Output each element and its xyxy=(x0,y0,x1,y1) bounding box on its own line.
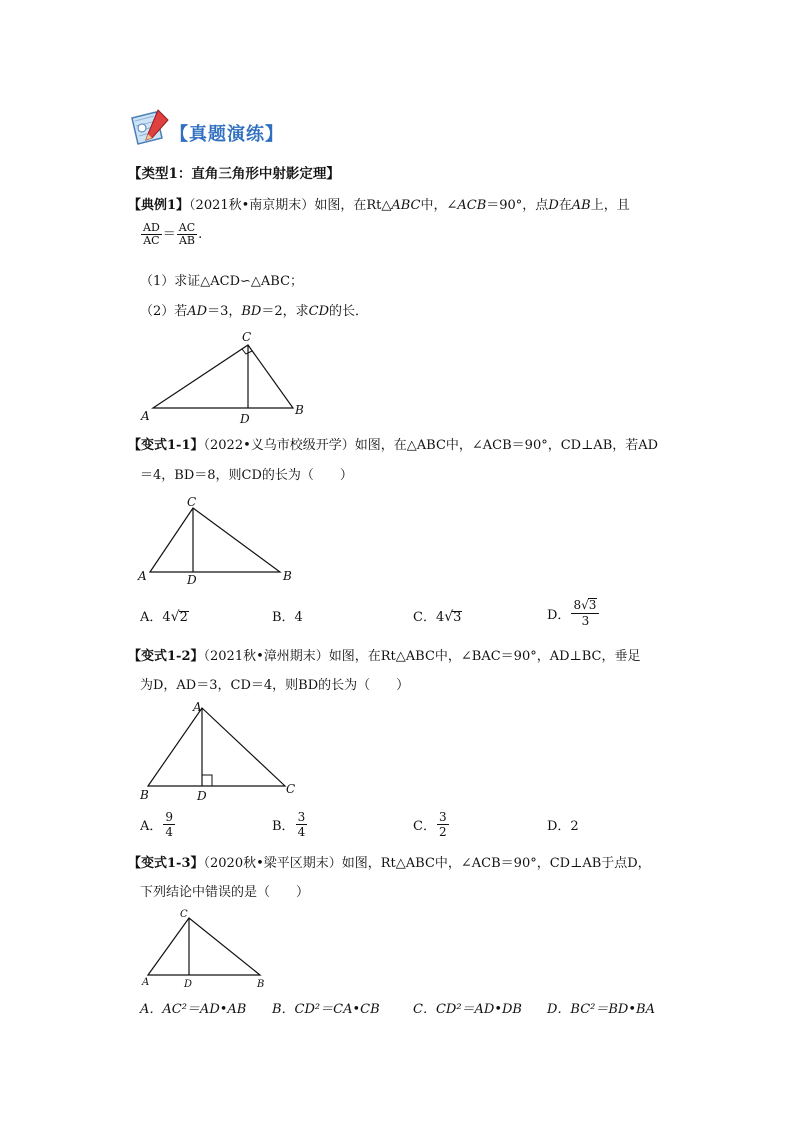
q2-cd: CD xyxy=(308,304,330,319)
example1-abc: ABC xyxy=(391,198,421,213)
v12-line1 xyxy=(128,648,641,666)
example1-question2 xyxy=(140,303,368,321)
v11-option-b[interactable]: B．4 xyxy=(272,610,303,625)
fraction-denominator: AB xyxy=(178,234,195,247)
v13-line1 xyxy=(128,855,651,873)
example1-source: （2021秋•南京期末） xyxy=(189,198,315,213)
label-d: D xyxy=(197,789,207,803)
example1-ratio xyxy=(140,222,202,247)
label-a: A xyxy=(141,409,150,423)
fraction-denominator: AC xyxy=(143,234,160,247)
v11-text: 如图，在△ABC中，∠ACB＝90°，CD⊥AB，若AD xyxy=(354,438,659,453)
fraction-numerator: 3 xyxy=(438,810,447,824)
v12-label: 【变式1-2】 xyxy=(128,649,204,664)
right-angle-mark xyxy=(242,349,252,354)
q2-text: 的长． xyxy=(329,304,369,319)
v12-source: （2021秋•漳州期末） xyxy=(203,649,329,664)
option-d-fraction xyxy=(571,598,599,629)
v11-line1 xyxy=(128,437,658,455)
label-b: B xyxy=(283,569,292,583)
q2-ad: AD xyxy=(187,304,208,319)
option-text: C． xyxy=(413,819,436,834)
radicand: 3 xyxy=(453,610,462,625)
v11-figure xyxy=(135,495,315,585)
section-heading: 【类型1：直角三角形中射影定理】 xyxy=(128,166,340,182)
fraction-denominator: 4 xyxy=(165,825,174,839)
fraction-denominator: 3 xyxy=(581,614,590,628)
example1-d: D xyxy=(548,198,559,213)
option-a-fraction xyxy=(163,810,175,839)
label-c: C xyxy=(180,909,188,920)
equals-sign: ＝ xyxy=(162,227,176,242)
fraction-denominator: 2 xyxy=(438,825,447,839)
coefficient: 8 xyxy=(573,598,582,612)
example1-question1: （1）求证△ACD∽△ABC； xyxy=(140,274,304,289)
q2-bd: BD xyxy=(241,304,262,319)
v13-text: 如图，Rt△ABC中，∠ACB＝90°，CD⊥AB于点D， xyxy=(341,856,651,871)
triangle-abc xyxy=(153,345,293,408)
radicand: 3 xyxy=(588,598,597,612)
label-c: C xyxy=(242,330,252,344)
v11-source: （2022•义乌市校级开学） xyxy=(203,438,355,453)
fraction-ac-ab xyxy=(177,222,197,247)
example1-figure xyxy=(135,328,335,428)
triangle-abc xyxy=(148,918,260,975)
fraction-numerator: AC xyxy=(178,221,196,234)
v13-option-c[interactable]: C．CD²＝AD•DB xyxy=(413,1002,522,1017)
option-text: A． xyxy=(140,819,163,834)
v13-figure xyxy=(140,905,280,990)
v11-option-c[interactable]: C．4√3 xyxy=(413,609,462,625)
label-d: D xyxy=(240,412,250,426)
example1-text: 在 xyxy=(558,198,572,213)
fraction-denominator: 4 xyxy=(297,825,306,839)
option-text: A．4 xyxy=(140,610,171,625)
label-b: B xyxy=(140,788,149,802)
v13-label: 【变式1-3】 xyxy=(128,856,204,871)
v13-option-b[interactable]: B．CD²＝CA•CB xyxy=(272,1002,380,1017)
label-c: C xyxy=(187,495,197,509)
v12-figure xyxy=(135,700,315,805)
option-text: B． xyxy=(272,819,295,834)
banner-title: 【真题演练】 xyxy=(170,124,284,145)
label-b: B xyxy=(257,979,265,990)
example1-line1 xyxy=(128,197,630,215)
v12-option-a[interactable] xyxy=(140,810,176,839)
v11-option-a[interactable]: A．4√2 xyxy=(140,609,188,625)
label-a: A xyxy=(142,977,150,988)
v11-option-d[interactable] xyxy=(547,598,600,629)
v12-option-c[interactable] xyxy=(413,810,450,839)
v13-option-d[interactable]: D．BC²＝BD•BA xyxy=(547,1002,655,1017)
fraction-ad-ac xyxy=(141,222,162,247)
fraction-numerator: 3 xyxy=(297,810,306,824)
example1-text: 中，∠ xyxy=(420,198,458,213)
v12-line2: 为D，AD＝3，CD＝4，则BD的长为（ ） xyxy=(140,678,410,693)
v12-option-d[interactable]: D．2 xyxy=(547,819,579,834)
option-text: D． xyxy=(547,608,571,623)
fraction-numerator: 9 xyxy=(165,810,174,824)
label-c: C xyxy=(286,782,296,796)
v13-line2: 下列结论中错误的是（ ） xyxy=(140,885,310,900)
q2-text: ＝3， xyxy=(207,304,242,319)
v11-line2: ＝4，BD＝8，则CD的长为（ ） xyxy=(140,468,353,483)
example1-text: 上，且 xyxy=(590,198,630,213)
right-angle-mark xyxy=(202,775,212,786)
option-b-fraction xyxy=(296,810,308,839)
option-text: C．4 xyxy=(413,610,445,625)
example1-text: 如图，在Rt△ xyxy=(314,198,392,213)
label-d: D xyxy=(187,573,197,585)
v12-text: 如图，在Rt△ABC中，∠BAC＝90°，AD⊥BC，垂足 xyxy=(328,649,641,664)
option-c-fraction xyxy=(437,810,449,839)
v13-source: （2020秋•梁平区期末） xyxy=(203,856,342,871)
banner xyxy=(128,108,328,148)
label-a: A xyxy=(193,700,202,714)
q2-text: ＝2，求 xyxy=(261,304,309,319)
v12-option-b[interactable] xyxy=(272,810,308,839)
example1-text: ＝90°，点 xyxy=(486,198,549,213)
example1-acb: ACB xyxy=(457,198,487,213)
label-d: D xyxy=(184,979,193,990)
triangle-abc xyxy=(150,508,280,572)
q2-text: （2）若 xyxy=(140,304,188,319)
fraction-numerator: 8√3 xyxy=(571,598,599,614)
label-b: B xyxy=(295,403,304,417)
notebook-pencil-icon xyxy=(128,108,172,146)
triangle-abc xyxy=(148,708,285,786)
period: . xyxy=(198,227,203,242)
example1-ab: AB xyxy=(571,198,591,213)
v13-option-a[interactable]: A．AC²＝AD•AB xyxy=(140,1002,247,1017)
radicand: 2 xyxy=(179,610,188,625)
example1-label: 【典例1】 xyxy=(128,198,190,213)
fraction-numerator: AD xyxy=(143,221,160,234)
v11-label: 【变式1-1】 xyxy=(128,438,204,453)
label-a: A xyxy=(138,569,147,583)
